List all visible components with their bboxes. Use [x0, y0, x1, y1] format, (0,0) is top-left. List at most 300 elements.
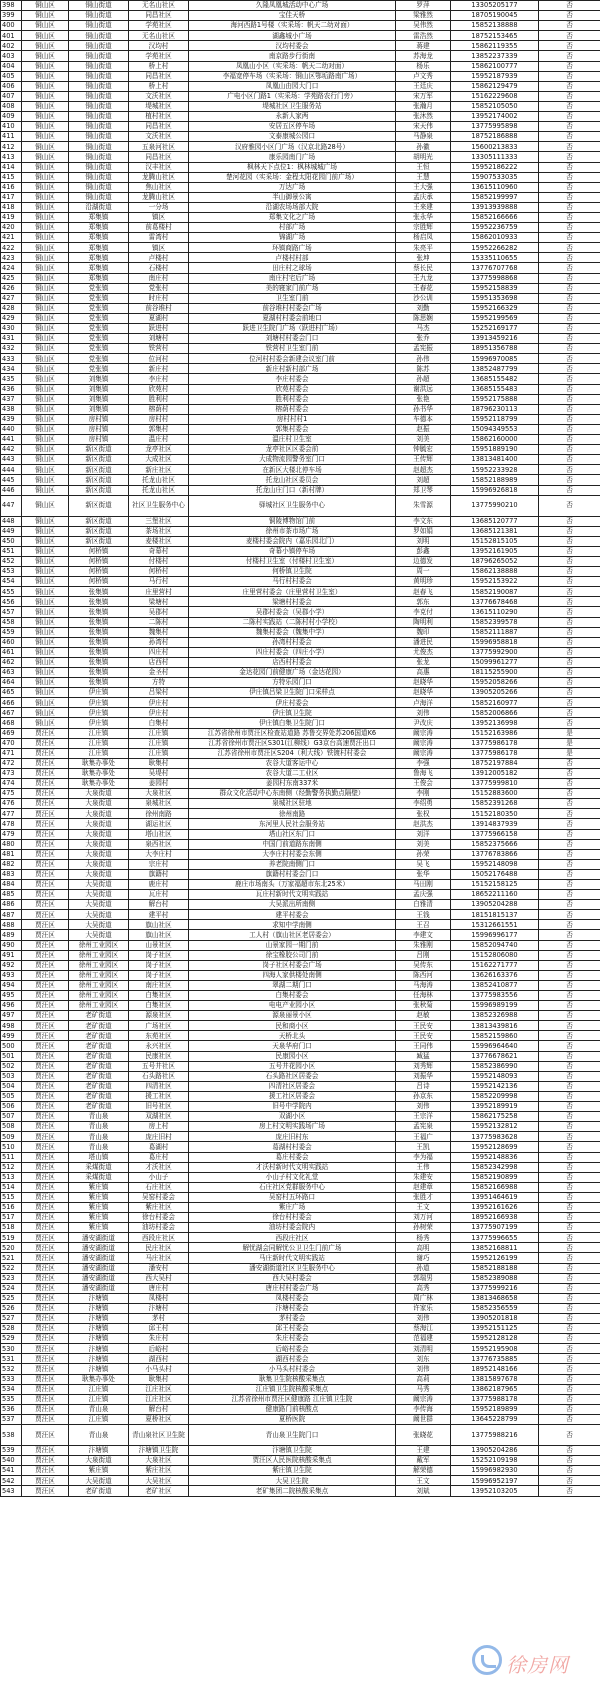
table-row — [1, 879, 600, 889]
street-cell: 新区街道 — [69, 516, 129, 526]
row-number: 503 — [1, 1071, 22, 1081]
phone-cell: 13905201818 — [451, 1314, 539, 1324]
contact-cell: 马秀 — [396, 1384, 451, 1394]
district-cell: 贾汪区 — [22, 1394, 69, 1404]
district-cell: 铜山区 — [22, 647, 69, 657]
row-number: 456 — [1, 597, 22, 607]
community-cell: 石头路社区 — [129, 1071, 189, 1081]
community-cell: 石庄社区 — [129, 1182, 189, 1192]
contact-cell: 王民安 — [396, 1021, 451, 1031]
flag-cell: 否 — [539, 485, 600, 495]
table-row — [1, 1213, 600, 1223]
row-number: 515 — [1, 1192, 22, 1202]
row-number: 527 — [1, 1314, 22, 1324]
contact-cell: 刘伟 — [396, 708, 451, 718]
row-number: 405 — [1, 71, 22, 81]
street-cell: 大泉街道 — [69, 789, 129, 799]
district-cell: 贾汪区 — [22, 1456, 69, 1466]
street-cell: 潘安湖街道 — [69, 1253, 129, 1263]
flag-cell: 否 — [539, 1102, 600, 1112]
row-number: 461 — [1, 647, 22, 657]
table-row — [1, 1263, 600, 1273]
community-cell: 西段庄社区 — [129, 1233, 189, 1243]
phone-cell: 15162229608 — [451, 91, 539, 101]
site-cell: 旗籍村村委会门口 — [189, 869, 396, 879]
district-cell: 贾汪区 — [22, 1021, 69, 1031]
phone-cell: 15952166329 — [451, 303, 539, 313]
site-cell: 奇幕小镇停车场 — [189, 546, 396, 556]
table-row — [1, 890, 600, 900]
row-number: 418 — [1, 202, 22, 212]
row-number: 427 — [1, 293, 22, 303]
street-cell: 铜山街道 — [69, 11, 129, 21]
table-row — [1, 41, 600, 51]
contact-cell: 赵春飞 — [396, 587, 451, 597]
community-cell: 茅村 — [129, 1314, 189, 1324]
site-cell: 楚河花园（实采场：金程太阳花园门前广场） — [189, 172, 396, 182]
district-cell: 贾汪区 — [22, 829, 69, 839]
table-row — [1, 324, 600, 334]
row-number: 457 — [1, 607, 22, 617]
row-number: 467 — [1, 708, 22, 718]
district-cell: 贾汪区 — [22, 748, 69, 758]
community-cell: 葛庄村 — [129, 1152, 189, 1162]
contact-cell: 马海涛 — [396, 980, 451, 990]
street-cell: 老矿街道 — [69, 1031, 129, 1041]
community-cell: 旗山社区 — [129, 920, 189, 930]
community-cell: 麦楼社区 — [129, 536, 189, 546]
flag-cell: 否 — [539, 334, 600, 344]
street-cell: 郑集镇 — [69, 233, 129, 243]
site-cell: 紫庄镇卫生院 — [189, 1466, 396, 1476]
district-cell: 贾汪区 — [22, 1253, 69, 1263]
street-cell: 汴塘镇 — [69, 1314, 129, 1324]
table-row — [1, 768, 600, 778]
row-number: 402 — [1, 41, 22, 51]
table-row — [1, 738, 600, 748]
site-cell: 东河里人民社会服务站 — [189, 819, 396, 829]
flag-cell: 否 — [539, 567, 600, 577]
table-row — [1, 1446, 600, 1456]
table-row — [1, 1102, 600, 1112]
community-cell: 奇幕村 — [129, 546, 189, 556]
row-number: 488 — [1, 920, 22, 930]
contact-cell: 李为福 — [396, 1152, 451, 1162]
contact-cell: 蔡长民 — [396, 263, 451, 273]
street-cell: 徐州工业园区 — [69, 1001, 129, 1011]
flag-cell: 否 — [539, 1273, 600, 1283]
phone-cell: 15862129479 — [451, 81, 539, 91]
flag-cell: 是 — [539, 748, 600, 758]
flag-cell: 否 — [539, 142, 600, 152]
phone-cell: 13775966158 — [451, 829, 539, 839]
phone-cell: 13615110290 — [451, 607, 539, 617]
row-number: 502 — [1, 1061, 22, 1071]
table-row — [1, 1354, 600, 1364]
phone-cell: 15952187939 — [451, 71, 539, 81]
flag-cell: 否 — [539, 1456, 600, 1466]
community-cell: 徐州南路 — [129, 809, 189, 819]
community-cell: 镇区 — [129, 243, 189, 253]
flag-cell: 否 — [539, 374, 600, 384]
table-row — [1, 1253, 600, 1263]
phone-cell: 15952236759 — [451, 223, 539, 233]
flag-cell: 否 — [539, 293, 600, 303]
phone-cell: 15852159860 — [451, 1031, 539, 1041]
district-cell: 贾汪区 — [22, 869, 69, 879]
street-cell: 潘安湖街道 — [69, 1283, 129, 1293]
phone-cell: 15852190087 — [451, 587, 539, 597]
contact-cell: 吴传东 — [396, 960, 451, 970]
flag-cell: 否 — [539, 1152, 600, 1162]
district-cell: 贾汪区 — [22, 1051, 69, 1061]
table-row — [1, 1041, 600, 1051]
flag-cell: 否 — [539, 1202, 600, 1212]
row-number: 532 — [1, 1364, 22, 1374]
street-cell: 郑集镇 — [69, 212, 129, 222]
community-cell: 岗子社区 — [129, 960, 189, 970]
phone-cell: 15852199997 — [451, 192, 539, 202]
street-cell: 汴塘镇 — [69, 1303, 129, 1313]
contact-cell: 刘东 — [396, 1354, 451, 1364]
flag-cell: 否 — [539, 1142, 600, 1152]
street-cell: 张集镇 — [69, 587, 129, 597]
row-number: 533 — [1, 1374, 22, 1384]
flag-cell: 否 — [539, 152, 600, 162]
site-cell: 五号井花园小区 — [189, 1061, 396, 1071]
district-cell: 铜山区 — [22, 51, 69, 61]
community-cell: 桥上村 — [129, 61, 189, 71]
community-cell: 民庄社区 — [129, 1243, 189, 1253]
table-row — [1, 1243, 600, 1253]
flag-cell: 否 — [539, 1394, 600, 1404]
table-row — [1, 1364, 600, 1374]
flag-cell: 否 — [539, 122, 600, 132]
table-row — [1, 273, 600, 283]
community-cell: 青山泉社区卫生院 — [129, 1425, 189, 1446]
table-row — [1, 1011, 600, 1021]
district-cell: 贾汪区 — [22, 859, 69, 869]
district-cell: 铜山区 — [22, 374, 69, 384]
row-number: 529 — [1, 1334, 22, 1344]
row-number: 476 — [1, 799, 22, 809]
district-cell: 贾汪区 — [22, 950, 69, 960]
phone-cell: 15852166666 — [451, 212, 539, 222]
phone-cell: 15862160000 — [451, 435, 539, 445]
flag-cell: 否 — [539, 627, 600, 637]
row-number: 472 — [1, 758, 22, 768]
community-cell: 庞庄旧村 — [129, 1132, 189, 1142]
street-cell: 采煤街道 — [69, 1162, 129, 1172]
community-cell: 四庄村 — [129, 647, 189, 657]
site-cell: 潘安湖街道社区卫生服务中心 — [189, 1263, 396, 1273]
street-cell: 伊庄镇 — [69, 698, 129, 708]
flag-cell: 否 — [539, 688, 600, 698]
table-row — [1, 536, 600, 546]
site-cell: 方特乐园门口 — [189, 678, 396, 688]
community-cell: 欣苑村 — [129, 384, 189, 394]
community-cell: 白集社区 — [129, 1001, 189, 1011]
phone-cell: 15852356559 — [451, 1303, 539, 1313]
district-cell: 铜山区 — [22, 516, 69, 526]
flag-cell: 否 — [539, 384, 600, 394]
district-cell: 铜山区 — [22, 192, 69, 202]
flag-cell: 否 — [539, 920, 600, 930]
contact-cell: 刘秀辉 — [396, 1061, 451, 1071]
flag-cell: 否 — [539, 1081, 600, 1091]
table-row — [1, 21, 600, 31]
flag-cell: 否 — [539, 1233, 600, 1243]
community-cell: 东苑社区 — [129, 1031, 189, 1041]
street-cell: 大泉街道 — [69, 849, 129, 859]
flag-cell: 否 — [539, 1384, 600, 1394]
site-cell: 茅村委会 — [189, 1314, 396, 1324]
row-number: 449 — [1, 526, 22, 536]
district-cell: 贾汪区 — [22, 1192, 69, 1202]
site-cell: 天泉华府门口 — [189, 1041, 396, 1051]
contact-cell: 解荣德 — [396, 1466, 451, 1476]
row-number: 420 — [1, 223, 22, 233]
phone-cell: 15852209998 — [451, 1091, 539, 1101]
street-cell: 铜山街道 — [69, 142, 129, 152]
community-cell: 鹿庄村 — [129, 879, 189, 889]
row-number: 414 — [1, 162, 22, 172]
phone-cell: 13952103205 — [451, 1486, 539, 1496]
community-cell: 紫庄社区 — [129, 1202, 189, 1212]
contact-cell: 吴伟然 — [396, 21, 451, 31]
contact-cell: 尹改庆 — [396, 718, 451, 728]
street-cell: 新区街道 — [69, 445, 129, 455]
site-cell: 中国门前道路东南侧 — [189, 839, 396, 849]
phone-cell: 15862010933 — [451, 233, 539, 243]
contact-cell: 陶明利 — [396, 617, 451, 627]
flag-cell: 否 — [539, 233, 600, 243]
community-cell: 庄里营村 — [129, 587, 189, 597]
phone-cell: 18115255900 — [451, 668, 539, 678]
phone-cell: 15852389088 — [451, 1273, 539, 1283]
contact-cell: 朱雪源 — [396, 495, 451, 516]
row-number: 525 — [1, 1293, 22, 1303]
flag-cell: 否 — [539, 112, 600, 122]
district-cell: 铜山区 — [22, 577, 69, 587]
street-cell: 房村镇 — [69, 424, 129, 434]
row-number: 517 — [1, 1213, 22, 1223]
phone-cell: 13905204286 — [451, 1446, 539, 1456]
community-cell: 吴窑村委会 — [129, 1192, 189, 1202]
table-row — [1, 728, 600, 738]
site-cell: 欣苑村委会 — [189, 384, 396, 394]
flag-cell: 否 — [539, 91, 600, 101]
site-cell: 南庄村宅后广场 — [189, 273, 396, 283]
row-number: 481 — [1, 849, 22, 859]
row-number: 501 — [1, 1051, 22, 1061]
community-cell: 无名山社区 — [129, 1, 189, 11]
community-cell: 岗子社区 — [129, 950, 189, 960]
flag-cell: 否 — [539, 263, 600, 273]
table-row — [1, 657, 600, 667]
contact-cell: 刘勤 — [396, 303, 451, 313]
site-cell: 郑集文化之广场 — [189, 212, 396, 222]
row-number: 443 — [1, 455, 22, 465]
table-row — [1, 970, 600, 980]
flag-cell: 否 — [539, 637, 600, 647]
community-cell: 援工社区 — [129, 1091, 189, 1101]
phone-cell: 13952161905 — [451, 546, 539, 556]
phone-cell: 13305111333 — [451, 152, 539, 162]
community-cell: 湖运社区 — [129, 819, 189, 829]
row-number: 424 — [1, 263, 22, 273]
row-number: 426 — [1, 283, 22, 293]
phone-cell: 13813481400 — [451, 455, 539, 465]
street-cell: 采煤街道 — [69, 1172, 129, 1182]
contact-cell: 胡明光 — [396, 152, 451, 162]
street-cell: 紫庄镇 — [69, 1192, 129, 1202]
contact-cell: 张华 — [396, 869, 451, 879]
district-cell: 铜山区 — [22, 404, 69, 414]
row-number: 511 — [1, 1152, 22, 1162]
table-row — [1, 1486, 600, 1496]
community-cell: 耿集村 — [129, 758, 189, 768]
site-cell: 铁营村卫生室门前 — [189, 344, 396, 354]
contact-cell: 宋万军 — [396, 91, 451, 101]
phone-cell: 13952136998 — [451, 718, 539, 728]
flag-cell: 否 — [539, 1486, 600, 1496]
phone-cell: 13776678468 — [451, 597, 539, 607]
district-cell: 铜山区 — [22, 678, 69, 688]
row-number: 452 — [1, 556, 22, 566]
table-row — [1, 162, 600, 172]
table-row — [1, 1081, 600, 1091]
circle-logo-icon — [472, 1645, 502, 1675]
row-number: 403 — [1, 51, 22, 61]
street-cell: 铜山街道 — [69, 21, 129, 31]
phone-cell: 13775998868 — [451, 273, 539, 283]
flag-cell: 否 — [539, 41, 600, 51]
street-cell: 铜山街道 — [69, 182, 129, 192]
phone-cell: 13905204288 — [451, 900, 539, 910]
district-cell: 贾汪区 — [22, 960, 69, 970]
row-number: 446 — [1, 485, 22, 495]
row-number: 463 — [1, 668, 22, 678]
site-cell: 伊庄镇卫生院 — [189, 708, 396, 718]
community-cell: 江庄镇 — [129, 748, 189, 758]
street-cell: 党张镇 — [69, 344, 129, 354]
community-cell: 茶场社区 — [129, 526, 189, 536]
district-cell: 贾汪区 — [22, 1011, 69, 1021]
flag-cell: 否 — [539, 1001, 600, 1011]
site-cell: 驿城社区卫生服务中心 — [189, 495, 396, 516]
phone-cell: 13775990210 — [451, 495, 539, 516]
community-cell: 石楼村 — [129, 263, 189, 273]
phone-cell: 18752197884 — [451, 758, 539, 768]
district-cell: 贾汪区 — [22, 1223, 69, 1233]
district-cell: 贾汪区 — [22, 1273, 69, 1283]
district-cell: 铜山区 — [22, 21, 69, 31]
phone-cell: 15952128128 — [451, 1334, 539, 1344]
table-row — [1, 334, 600, 344]
flag-cell: 否 — [539, 1354, 600, 1364]
site-cell: 孙湾村村委会 — [189, 637, 396, 647]
row-number: 538 — [1, 1425, 22, 1446]
street-cell: 大泉街道 — [69, 869, 129, 879]
flag-cell: 否 — [539, 839, 600, 849]
contact-cell: 高明 — [396, 1243, 451, 1253]
district-cell: 铜山区 — [22, 31, 69, 41]
flag-cell: 否 — [539, 657, 600, 667]
flag-cell: 否 — [539, 132, 600, 142]
district-cell: 铜山区 — [22, 556, 69, 566]
district-cell: 贾汪区 — [22, 728, 69, 738]
street-cell: 大泉街道 — [69, 819, 129, 829]
row-number: 497 — [1, 1011, 22, 1021]
street-cell: 江庄镇 — [69, 1384, 129, 1394]
row-number: 409 — [1, 112, 22, 122]
flag-cell: 否 — [539, 708, 600, 718]
phone-cell: 13815897678 — [451, 1374, 539, 1384]
contact-cell: 李绍勇 — [396, 799, 451, 809]
row-number: 425 — [1, 273, 22, 283]
site-cell: 托龙山社区委员会 — [189, 475, 396, 485]
flag-cell: 否 — [539, 1243, 600, 1253]
street-cell: 耿集办事处 — [69, 758, 129, 768]
flag-cell: 否 — [539, 526, 600, 536]
site-cell: 南京路步行街南 — [189, 51, 396, 61]
row-number: 541 — [1, 1466, 22, 1476]
row-number: 509 — [1, 1132, 22, 1142]
community-cell: 李庄村 — [129, 374, 189, 384]
street-cell: 汴塘镇 — [69, 1354, 129, 1364]
community-cell: 学苑社区 — [129, 21, 189, 31]
row-number: 434 — [1, 364, 22, 374]
table-row — [1, 1132, 600, 1142]
district-cell: 贾汪区 — [22, 970, 69, 980]
street-cell: 老矿街道 — [69, 1011, 129, 1021]
row-number: 406 — [1, 81, 22, 91]
row-number: 524 — [1, 1283, 22, 1293]
community-cell: 文沃社区 — [129, 132, 189, 142]
row-number: 462 — [1, 657, 22, 667]
flag-cell: 否 — [539, 960, 600, 970]
street-cell: 青山泉 — [69, 1404, 129, 1414]
community-cell: 方特 — [129, 678, 189, 688]
flag-cell: 否 — [539, 980, 600, 990]
flag-cell: 否 — [539, 162, 600, 172]
contact-cell: 王凯 — [396, 1142, 451, 1152]
community-cell: 时庄村 — [129, 293, 189, 303]
community-cell: 永兴社区 — [129, 1041, 189, 1051]
street-cell: 房村镇 — [69, 414, 129, 424]
site-cell: 健康路门前核酸点 — [189, 1404, 396, 1414]
site-cell: 朱庄村委会 — [189, 1334, 396, 1344]
community-cell: 潘安村 — [129, 1263, 189, 1273]
row-number: 480 — [1, 839, 22, 849]
table-row — [1, 414, 600, 424]
phone-cell: 13685121381 — [451, 526, 539, 536]
community-cell: 龙亭社区 — [129, 445, 189, 455]
district-cell: 贾汪区 — [22, 1001, 69, 1011]
phone-cell: 15852105050 — [451, 101, 539, 111]
table-row — [1, 718, 600, 728]
phone-cell: 18796265052 — [451, 556, 539, 566]
row-number: 431 — [1, 334, 22, 344]
phone-cell: 15852391268 — [451, 799, 539, 809]
site-cell: 村部广场 — [189, 223, 396, 233]
table-row — [1, 597, 600, 607]
table-row — [1, 404, 600, 414]
site-cell: 大吴卫生院 — [189, 1476, 396, 1486]
street-cell: 新区街道 — [69, 536, 129, 546]
flag-cell: 否 — [539, 435, 600, 445]
